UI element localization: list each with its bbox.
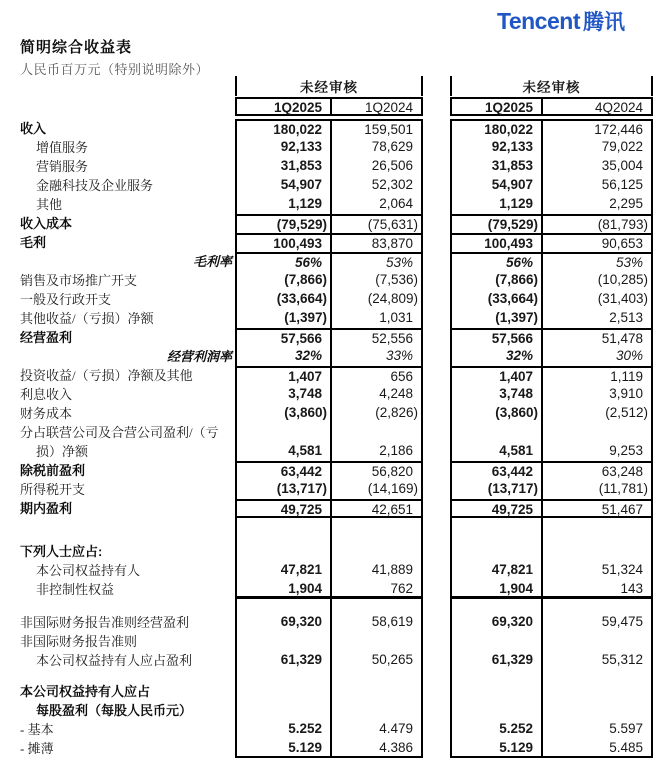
right-table-box xyxy=(450,561,653,580)
value-cell: 83,870 xyxy=(371,236,413,251)
row-label: 经营盈利 xyxy=(20,330,73,345)
value-cell: 42,651 xyxy=(371,502,413,517)
value-cell: 2,064 xyxy=(379,196,413,211)
value-cell xyxy=(452,682,543,701)
table-row xyxy=(0,157,661,176)
column-header: 1Q2024 xyxy=(364,100,413,115)
row-label: 投资收益/（亏损）净额及其他 xyxy=(20,368,193,383)
value-cell xyxy=(543,542,651,561)
value-cell: 3,748 xyxy=(452,385,543,404)
value-cell: 5.252 xyxy=(237,720,332,739)
right-table-box xyxy=(450,720,653,739)
left-table-box xyxy=(235,366,423,385)
value-cell xyxy=(237,632,332,651)
left-table-box xyxy=(235,518,423,542)
left-table-quarter-header xyxy=(235,97,423,116)
value-cell: 53% xyxy=(615,255,643,270)
value-cell: 5.252 xyxy=(452,720,543,739)
row-label xyxy=(0,599,235,613)
left-table-box xyxy=(235,599,423,613)
right-table-box xyxy=(450,157,653,176)
value-cell: 49,725 xyxy=(452,501,543,516)
value-cell: 1,407 xyxy=(237,368,332,385)
value-cell: (14,169) xyxy=(367,481,418,496)
row-label: 毛利 xyxy=(20,235,47,250)
value-cell: (7,866) xyxy=(237,271,332,290)
left-table-box xyxy=(235,561,423,580)
row-label: 一般及行政开支 xyxy=(20,292,112,307)
value-cell: (33,664) xyxy=(452,290,543,309)
value-cell: (11,781) xyxy=(598,481,648,496)
left-table-box xyxy=(235,682,423,701)
table-row xyxy=(0,404,661,423)
row-label: 销售及市场推广开支 xyxy=(20,273,138,288)
currency-note: 人民币百万元（特别说明除外） xyxy=(20,62,210,77)
table-row xyxy=(0,138,661,157)
right-table-box xyxy=(450,176,653,195)
value-cell xyxy=(452,599,543,613)
right-table-box xyxy=(450,542,653,561)
spacer-row xyxy=(0,599,661,613)
value-cell: 3,910 xyxy=(609,386,643,401)
right-table-quarter-header xyxy=(450,97,653,116)
value-cell: 54,907 xyxy=(452,176,543,195)
value-cell: 1,129 xyxy=(452,195,543,214)
row-label: 其他 xyxy=(36,197,63,212)
row-label: 利息收入 xyxy=(20,387,73,402)
value-cell: 5.129 xyxy=(452,739,543,756)
value-cell: 26,506 xyxy=(371,158,413,173)
left-table-box xyxy=(235,404,423,423)
value-cell: (3,860) xyxy=(237,404,332,423)
left-table-box xyxy=(235,651,423,670)
table-row xyxy=(0,252,661,271)
right-table-box xyxy=(450,499,653,518)
row-label: 期内盈利 xyxy=(20,501,73,516)
value-cell: 2,513 xyxy=(609,310,643,325)
value-cell: 762 xyxy=(390,581,413,596)
table-row xyxy=(0,701,661,720)
row-label: 其他收益/（亏损）净额 xyxy=(20,311,154,326)
value-cell: 55,312 xyxy=(601,652,643,667)
row-label: 财务成本 xyxy=(20,406,73,421)
table-row xyxy=(0,290,661,309)
column-header: 4Q2024 xyxy=(594,100,643,115)
value-cell: 172,446 xyxy=(594,122,643,137)
value-cell: 63,442 xyxy=(237,463,332,480)
left-table-box xyxy=(235,542,423,561)
value-cell: 1,407 xyxy=(452,368,543,385)
row-label: 所得税开支 xyxy=(20,482,86,497)
value-cell xyxy=(543,632,651,651)
row-label xyxy=(0,670,235,682)
value-cell xyxy=(332,423,421,442)
value-cell: 57,566 xyxy=(237,330,332,347)
table-row xyxy=(0,682,661,701)
table-row xyxy=(0,720,661,739)
value-cell: (75,631) xyxy=(367,217,418,232)
value-cell: 51,467 xyxy=(601,502,643,517)
table-row xyxy=(0,561,661,580)
value-cell: 52,556 xyxy=(371,331,413,346)
left-table-box xyxy=(235,385,423,404)
value-cell: (24,809) xyxy=(367,291,418,306)
right-table-box xyxy=(450,366,653,385)
value-cell xyxy=(237,670,332,682)
row-label: - 基本 xyxy=(20,722,54,737)
table-row xyxy=(0,366,661,385)
value-cell: 4.479 xyxy=(379,721,413,736)
value-cell: (10,285) xyxy=(597,272,648,287)
unaudited-label: 未经审核 xyxy=(522,80,581,95)
tencent-logo-en: Tencent xyxy=(497,8,580,34)
table-row xyxy=(0,580,661,599)
value-cell: 56,820 xyxy=(371,464,413,479)
value-cell xyxy=(332,542,421,561)
value-cell xyxy=(332,682,421,701)
table-row xyxy=(0,461,661,480)
value-cell xyxy=(237,701,332,720)
value-cell: 33% xyxy=(385,348,413,363)
value-cell: 53% xyxy=(385,255,413,270)
row-label: 经营利润率 xyxy=(166,349,232,364)
value-cell: (7,536) xyxy=(375,272,418,287)
table-body xyxy=(0,119,661,758)
value-cell: 61,329 xyxy=(452,651,543,670)
row-label: 本公司权益持有人应占盈利 xyxy=(36,653,193,668)
value-cell: (79,529) xyxy=(452,216,543,233)
value-cell: 51,324 xyxy=(601,562,643,577)
header-spacer xyxy=(0,97,235,116)
right-table-box xyxy=(450,480,653,499)
right-table-box xyxy=(450,233,653,252)
value-cell: (2,512) xyxy=(605,405,648,420)
right-table-box xyxy=(450,138,653,157)
left-table-box xyxy=(235,423,423,442)
table-row xyxy=(0,499,661,518)
right-table-box xyxy=(450,739,653,758)
value-cell xyxy=(237,682,332,701)
left-table-box xyxy=(235,176,423,195)
value-cell: 5.485 xyxy=(609,740,643,755)
value-cell: (7,866) xyxy=(452,271,543,290)
value-cell: 1,129 xyxy=(237,195,332,214)
right-table-box xyxy=(450,328,653,347)
value-cell xyxy=(452,670,543,682)
value-cell xyxy=(452,518,543,542)
value-cell: 143 xyxy=(620,581,643,596)
value-cell xyxy=(543,518,651,542)
row-label: 分占联营公司及合营公司盈利/（亏 xyxy=(20,425,219,440)
left-table-box xyxy=(235,309,423,328)
unaudited-label: 未经审核 xyxy=(300,80,358,95)
value-cell: (81,793) xyxy=(597,217,648,232)
left-table-box xyxy=(235,271,423,290)
row-label: 下列人士应占: xyxy=(20,544,103,559)
value-cell: 47,821 xyxy=(452,561,543,580)
value-cell: 59,475 xyxy=(601,614,643,629)
value-cell: 52,302 xyxy=(371,177,413,192)
left-table-box xyxy=(235,252,423,271)
value-cell: 47,821 xyxy=(237,561,332,580)
right-table-box xyxy=(450,682,653,701)
value-cell: 58,619 xyxy=(371,614,413,629)
right-table-box xyxy=(450,423,653,442)
left-table-box xyxy=(235,214,423,233)
value-cell: 49,725 xyxy=(237,501,332,516)
value-cell: 180,022 xyxy=(452,121,543,138)
table-row xyxy=(0,309,661,328)
value-cell: 4,248 xyxy=(379,386,413,401)
value-cell: 4,581 xyxy=(237,442,332,461)
left-table-box xyxy=(235,499,423,518)
spacer-row xyxy=(0,518,661,542)
value-cell: 31,853 xyxy=(452,157,543,176)
tencent-logo xyxy=(497,6,625,36)
row-label: 营销服务 xyxy=(36,159,89,174)
value-cell: (1,397) xyxy=(237,309,332,328)
left-table-box xyxy=(235,613,423,632)
value-cell: 5.597 xyxy=(609,721,643,736)
row-label: - 摊薄 xyxy=(20,741,54,756)
right-table-box xyxy=(450,271,653,290)
value-cell: 69,320 xyxy=(452,613,543,632)
value-cell xyxy=(237,518,332,542)
value-cell xyxy=(332,599,421,613)
table-row xyxy=(0,119,661,138)
table-row xyxy=(0,176,661,195)
left-table-box xyxy=(235,347,423,366)
column-header: 1Q2025 xyxy=(237,99,332,114)
value-cell: 32% xyxy=(452,347,543,366)
right-table-box xyxy=(450,461,653,480)
column-header: 1Q2025 xyxy=(452,99,543,114)
value-cell: 3,748 xyxy=(237,385,332,404)
table-row xyxy=(0,233,661,252)
table-row xyxy=(0,739,661,758)
table-row xyxy=(0,195,661,214)
spacer-row xyxy=(0,670,661,682)
value-cell: 51,478 xyxy=(601,331,643,346)
table-row xyxy=(0,632,661,651)
row-label: 每股盈利（每股人民币元） xyxy=(36,703,193,718)
value-cell: 56,125 xyxy=(601,177,643,192)
table-row xyxy=(0,385,661,404)
header-spacer xyxy=(0,76,235,96)
page-title: 简明综合收益表 xyxy=(20,39,133,56)
table-row xyxy=(0,442,661,461)
left-table-box xyxy=(235,442,423,461)
left-table-box xyxy=(235,157,423,176)
tencent-logo-cn: 腾讯 xyxy=(582,11,625,34)
row-label: 收入成本 xyxy=(20,216,73,231)
left-table-box xyxy=(235,233,423,252)
left-table-box xyxy=(235,480,423,499)
table-row xyxy=(0,271,661,290)
right-table-box xyxy=(450,252,653,271)
value-cell: 2,295 xyxy=(609,196,643,211)
value-cell xyxy=(452,632,543,651)
value-cell: 180,022 xyxy=(237,121,332,138)
left-table-box xyxy=(235,290,423,309)
row-label: 损）净额 xyxy=(36,444,89,459)
right-table-box xyxy=(450,290,653,309)
value-cell: 79,022 xyxy=(601,139,643,154)
left-table-box xyxy=(235,670,423,682)
value-cell: 63,248 xyxy=(601,464,643,479)
value-cell: 30% xyxy=(615,348,643,363)
value-cell: 54,907 xyxy=(237,176,332,195)
value-cell xyxy=(332,670,421,682)
unaudited-header-row xyxy=(0,76,661,96)
value-cell: 656 xyxy=(390,369,413,384)
value-cell xyxy=(237,423,332,442)
value-cell: 159,501 xyxy=(364,122,413,137)
right-table-box xyxy=(450,119,653,138)
value-cell xyxy=(543,599,651,613)
value-cell: 5.129 xyxy=(237,739,332,756)
value-cell xyxy=(332,518,421,542)
value-cell: 56% xyxy=(452,254,543,271)
right-table-box xyxy=(450,404,653,423)
left-table-box xyxy=(235,138,423,157)
left-table-box xyxy=(235,328,423,347)
left-table-unaudited-header xyxy=(235,76,423,96)
value-cell: 1,119 xyxy=(610,369,643,384)
value-cell xyxy=(452,542,543,561)
value-cell xyxy=(543,701,651,720)
value-cell: (33,664) xyxy=(237,290,332,309)
value-cell: 63,442 xyxy=(452,463,543,480)
table-row xyxy=(0,328,661,347)
row-label: 本公司权益持有人应占 xyxy=(20,684,151,699)
left-table-box xyxy=(235,720,423,739)
value-cell: 4,581 xyxy=(452,442,543,461)
value-cell: 57,566 xyxy=(452,330,543,347)
quarter-header-row xyxy=(0,97,661,116)
value-cell: 90,653 xyxy=(601,236,643,251)
row-label: 金融科技及企业服务 xyxy=(36,178,154,193)
row-label xyxy=(0,518,235,542)
table-row xyxy=(0,651,661,670)
value-cell: (3,860) xyxy=(452,404,543,423)
left-table-box xyxy=(235,195,423,214)
right-table-box xyxy=(450,632,653,651)
row-label: 非国际财务报告准则 xyxy=(20,634,138,649)
value-cell: 92,133 xyxy=(452,138,543,157)
row-label: 毛利率 xyxy=(192,254,232,269)
right-table-unaudited-header xyxy=(450,76,653,96)
value-cell: 61,329 xyxy=(237,651,332,670)
right-table-box xyxy=(450,613,653,632)
right-table-box xyxy=(450,347,653,366)
left-table-box xyxy=(235,119,423,138)
row-label: 本公司权益持有人 xyxy=(36,563,141,578)
value-cell: 4.386 xyxy=(379,740,413,755)
right-table-box xyxy=(450,670,653,682)
value-cell xyxy=(543,423,651,442)
row-label: 收入 xyxy=(20,121,47,136)
value-cell xyxy=(332,632,421,651)
value-cell xyxy=(237,599,332,613)
value-cell: 78,629 xyxy=(371,139,413,154)
row-label: 除税前盈利 xyxy=(20,463,86,478)
value-cell: 1,904 xyxy=(452,580,543,596)
value-cell xyxy=(452,423,543,442)
value-cell: 1,904 xyxy=(237,580,332,596)
value-cell: 1,031 xyxy=(379,310,413,325)
value-cell: 100,493 xyxy=(452,235,543,252)
right-table-box xyxy=(450,651,653,670)
value-cell xyxy=(543,682,651,701)
right-table-box xyxy=(450,195,653,214)
right-table-box xyxy=(450,599,653,613)
value-cell: 32% xyxy=(237,347,332,366)
value-cell: 100,493 xyxy=(237,235,332,252)
table-row xyxy=(0,347,661,366)
value-cell: (79,529) xyxy=(237,216,332,233)
right-table-box xyxy=(450,385,653,404)
value-cell: 9,253 xyxy=(609,443,643,458)
row-label: 增值服务 xyxy=(36,140,89,155)
value-cell: 31,853 xyxy=(237,157,332,176)
left-table-box xyxy=(235,701,423,720)
value-cell xyxy=(543,670,651,682)
value-cell: 35,004 xyxy=(601,158,643,173)
table-row xyxy=(0,542,661,561)
value-cell: (13,717) xyxy=(452,480,543,499)
right-table-box xyxy=(450,701,653,720)
value-cell: 92,133 xyxy=(237,138,332,157)
value-cell: 2,186 xyxy=(379,443,413,458)
value-cell: (1,397) xyxy=(452,309,543,328)
left-table-box xyxy=(235,739,423,758)
value-cell: 41,889 xyxy=(371,562,413,577)
left-table-box xyxy=(235,632,423,651)
value-cell: 56% xyxy=(237,254,332,271)
table-row xyxy=(0,613,661,632)
value-cell: (13,717) xyxy=(237,480,332,499)
right-table-box xyxy=(450,442,653,461)
income-statement-table xyxy=(0,76,661,758)
value-cell xyxy=(332,701,421,720)
right-table-box xyxy=(450,214,653,233)
value-cell: (31,403) xyxy=(597,291,648,306)
left-table-box xyxy=(235,461,423,480)
row-label: 非国际财务报告准则经营盈利 xyxy=(20,615,190,630)
right-table-box xyxy=(450,309,653,328)
value-cell xyxy=(452,701,543,720)
value-cell: 50,265 xyxy=(371,652,413,667)
right-table-box xyxy=(450,580,653,599)
table-row xyxy=(0,214,661,233)
value-cell: 69,320 xyxy=(237,613,332,632)
value-cell xyxy=(237,542,332,561)
row-label: 非控制性权益 xyxy=(36,582,115,597)
table-row xyxy=(0,480,661,499)
left-table-box xyxy=(235,580,423,599)
table-row xyxy=(0,423,661,442)
value-cell: (2,826) xyxy=(375,405,418,420)
right-table-box xyxy=(450,518,653,542)
